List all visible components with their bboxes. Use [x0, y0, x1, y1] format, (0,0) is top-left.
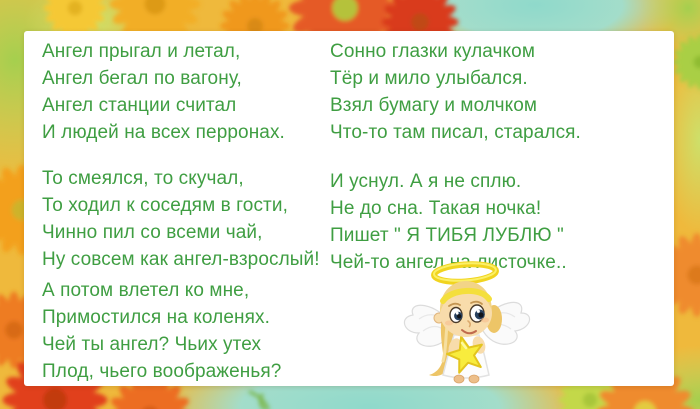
poem-line: То смеялся, то скучал,	[42, 168, 244, 189]
poem-line: Ну совсем как ангел-взрослый!	[42, 249, 320, 270]
stanza	[42, 38, 320, 146]
poem-line: Что-то там писал, старался.	[330, 122, 581, 143]
poem-card	[24, 31, 674, 386]
poem-column-right	[330, 38, 581, 276]
poem-line: И людей на всех перронах.	[42, 122, 285, 143]
poem-line: Не до сна. Такая ночка!	[330, 198, 542, 219]
poem-line: Плод, чьего воображенья?	[42, 361, 282, 382]
poem-line: Ангел бегал по вагону,	[42, 68, 242, 89]
poem-line: Пишет " Я ТИБЯ ЛУБЛЮ "	[330, 225, 564, 246]
stanza	[42, 165, 320, 273]
poem-line: Чинно пил со всеми чай,	[42, 222, 263, 243]
poem-line: Чей-то ангел на листочке..	[330, 252, 567, 273]
poem-line: Сонно глазки кулачком	[330, 41, 535, 62]
poem-line: Ангел станции считал	[42, 95, 237, 116]
poem-line: Тёр и мило улыбался.	[330, 68, 528, 89]
stanza	[330, 38, 581, 146]
poem-line: Чей ты ангел? Чьих утех	[42, 334, 262, 355]
poem-line: Взял бумагу и молчком	[330, 95, 538, 116]
angel-illustration	[399, 261, 534, 386]
poem-column-left	[42, 38, 320, 385]
poem-line: И уснул. А я не сплю.	[330, 171, 522, 192]
halo	[433, 261, 496, 283]
poem-line: Ангел прыгал и летал,	[42, 41, 241, 62]
poem-line: То ходил к соседям в гости,	[42, 195, 288, 216]
stanza	[42, 277, 320, 385]
poem-line: Примостился на коленях.	[42, 307, 270, 328]
poem-line: А потом влетел ко мне,	[42, 280, 250, 301]
stanza	[330, 168, 581, 276]
